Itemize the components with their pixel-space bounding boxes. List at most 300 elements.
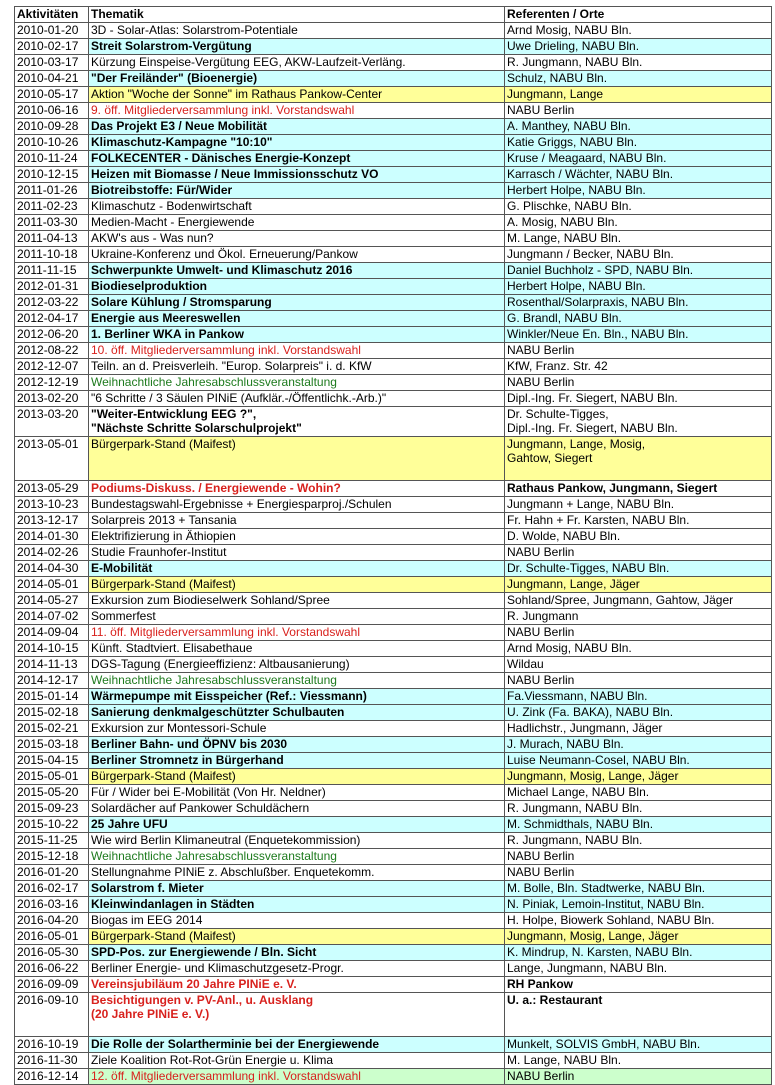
date-cell: 2014-05-01 bbox=[15, 577, 89, 593]
topic-text: Das Projekt E3 / Neue Mobilität bbox=[91, 119, 268, 133]
date-cell: 2015-03-18 bbox=[15, 737, 89, 753]
topic-text: Heizen mit Biomasse / Neue Immissionsschutz VO bbox=[91, 167, 379, 181]
activities-table bbox=[14, 6, 772, 1085]
ref-text: NABU Berlin bbox=[507, 545, 575, 559]
ref-cell bbox=[505, 817, 772, 833]
ref-text: Hadlichstr., Jungmann, Jäger bbox=[507, 721, 663, 735]
topic-text: 11. öff. Mitgliederversammlung inkl. Vorstandswahl bbox=[91, 625, 361, 639]
table-row bbox=[15, 545, 772, 561]
table-row bbox=[15, 311, 772, 327]
table-row bbox=[15, 279, 772, 295]
topic-cell bbox=[89, 71, 505, 87]
topic-cell bbox=[89, 167, 505, 183]
table-row bbox=[15, 437, 772, 481]
topic-cell bbox=[89, 545, 505, 561]
topic-text: Weihnachtliche Jahresabschlussveranstaltung bbox=[91, 849, 337, 863]
topic-cell bbox=[89, 785, 505, 801]
ref-cell bbox=[505, 167, 772, 183]
ref-cell bbox=[505, 833, 772, 849]
ref-cell bbox=[505, 311, 772, 327]
table-row bbox=[15, 977, 772, 993]
date-cell: 2015-02-21 bbox=[15, 721, 89, 737]
topic-cell bbox=[89, 513, 505, 529]
ref-cell bbox=[505, 625, 772, 641]
topic-cell bbox=[89, 945, 505, 961]
topic-text: Biotreibstoffe: Für/Wider bbox=[91, 183, 233, 197]
ref-cell bbox=[505, 657, 772, 673]
ref-text: R. Jungmann, NABU Bln. bbox=[507, 801, 643, 815]
ref-cell bbox=[505, 849, 772, 865]
topic-text: Schwerpunkte Umwelt- und Klimaschutz 2016 bbox=[91, 263, 353, 277]
topic-cell bbox=[89, 1069, 505, 1085]
ref-cell bbox=[505, 119, 772, 135]
topic-text: Ziele Koalition Rot-Rot-Grün Energie u. Klima bbox=[91, 1053, 334, 1067]
date-cell: 2012-03-22 bbox=[15, 295, 89, 311]
ref-cell bbox=[505, 961, 772, 977]
ref-cell bbox=[505, 135, 772, 151]
ref-text: Jungmann, Mosig, Lange, Jäger bbox=[507, 769, 679, 783]
table-row bbox=[15, 119, 772, 135]
ref-text: Kruse / Meagaard, NABU Bln. bbox=[507, 151, 667, 165]
date-cell: 2013-12-17 bbox=[15, 513, 89, 529]
topic-text: (20 Jahre PINiE e. V.) bbox=[91, 1007, 210, 1021]
topic-cell bbox=[89, 437, 505, 481]
date-cell: 2012-12-07 bbox=[15, 359, 89, 375]
topic-text: Kleinwindanlagen in Städten bbox=[91, 897, 255, 911]
table-row bbox=[15, 215, 772, 231]
date-cell: 2010-12-15 bbox=[15, 167, 89, 183]
table-row bbox=[15, 247, 772, 263]
ref-cell bbox=[505, 865, 772, 881]
ref-text: NABU Berlin bbox=[507, 849, 575, 863]
date-cell: 2013-02-20 bbox=[15, 391, 89, 407]
ref-text: Katie Griggs, NABU Bln. bbox=[507, 135, 638, 149]
table-row bbox=[15, 71, 772, 87]
ref-text: Sohland/Spree, Jungmann, Gahtow, Jäger bbox=[507, 593, 734, 607]
topic-cell bbox=[89, 215, 505, 231]
table-row bbox=[15, 23, 772, 39]
topic-text: Solare Kühlung / Stromsparung bbox=[91, 295, 272, 309]
ref-cell bbox=[505, 391, 772, 407]
ref-cell bbox=[505, 881, 772, 897]
ref-cell bbox=[505, 977, 772, 993]
ref-cell bbox=[505, 55, 772, 71]
ref-cell bbox=[505, 577, 772, 593]
table-row bbox=[15, 705, 772, 721]
topic-cell bbox=[89, 689, 505, 705]
ref-text: Herbert Holpe, NABU Bln. bbox=[507, 183, 646, 197]
ref-text: NABU Berlin bbox=[507, 625, 575, 639]
topic-text bbox=[91, 465, 502, 479]
table-row bbox=[15, 961, 772, 977]
table-row bbox=[15, 231, 772, 247]
topic-text: SPD-Pos. zur Energiewende / Bln. Sicht bbox=[91, 945, 317, 959]
topic-cell bbox=[89, 737, 505, 753]
topic-cell bbox=[89, 151, 505, 167]
table-row bbox=[15, 865, 772, 881]
ref-cell bbox=[505, 103, 772, 119]
ref-text: N. Piniak, Lemoin-Institut, NABU Bln. bbox=[507, 897, 705, 911]
topic-cell bbox=[89, 231, 505, 247]
ref-cell bbox=[505, 343, 772, 359]
table-row bbox=[15, 737, 772, 753]
ref-cell bbox=[505, 183, 772, 199]
ref-text: Luise Neumann-Cosel, NABU Bln. bbox=[507, 753, 690, 767]
ref-cell bbox=[505, 769, 772, 785]
ref-text: M. Lange, NABU Bln. bbox=[507, 231, 622, 245]
table-row bbox=[15, 673, 772, 689]
date-cell: 2012-04-17 bbox=[15, 311, 89, 327]
table-row bbox=[15, 135, 772, 151]
topic-text: Teiln. an d. Preisverleih. "Europ. Solarpreis" i. d. KfW bbox=[91, 359, 372, 373]
date-cell: 2010-03-17 bbox=[15, 55, 89, 71]
topic-cell bbox=[89, 39, 505, 55]
date-cell: 2011-10-18 bbox=[15, 247, 89, 263]
ref-text: Karrasch / Wächter, NABU Bln. bbox=[507, 167, 674, 181]
date-cell: 2015-09-23 bbox=[15, 801, 89, 817]
date-cell: 2012-06-20 bbox=[15, 327, 89, 343]
ref-text: G. Plischke, NABU Bln. bbox=[507, 199, 632, 213]
ref-text: Rosenthal/Solarpraxis, NABU Bln. bbox=[507, 295, 689, 309]
ref-text: U. a.: Restaurant bbox=[507, 993, 603, 1007]
ref-text: M. Lange, NABU Bln. bbox=[507, 1053, 622, 1067]
ref-text: Dr. Schulte-Tigges, bbox=[507, 407, 609, 421]
topic-text: Aktion "Woche der Sonne" im Rathaus Pankow-Center bbox=[91, 87, 383, 101]
topic-cell bbox=[89, 263, 505, 279]
date-cell: 2015-02-18 bbox=[15, 705, 89, 721]
date-cell: 2012-08-22 bbox=[15, 343, 89, 359]
ref-cell bbox=[505, 705, 772, 721]
date-cell: 2014-11-13 bbox=[15, 657, 89, 673]
topic-text: Berliner Energie- und Klimaschutzgesetz-Progr. bbox=[91, 961, 344, 975]
ref-text: G. Brandl, NABU Bln. bbox=[507, 311, 622, 325]
date-cell: 2013-03-20 bbox=[15, 407, 89, 437]
ref-text: Uwe Drieling, NABU Bln. bbox=[507, 39, 640, 53]
ref-text: NABU Berlin bbox=[507, 673, 575, 687]
table-row bbox=[15, 375, 772, 391]
topic-cell bbox=[89, 55, 505, 71]
ref-text: Dr. Schulte-Tigges, NABU Bln. bbox=[507, 561, 670, 575]
date-cell: 2016-05-01 bbox=[15, 929, 89, 945]
topic-cell bbox=[89, 977, 505, 993]
ref-cell bbox=[505, 481, 772, 497]
topic-text: Wie wird Berlin Klimaneutral (Enquetekommission) bbox=[91, 833, 361, 847]
topic-cell bbox=[89, 577, 505, 593]
topic-cell bbox=[89, 135, 505, 151]
ref-text: Herbert Holpe, NABU Bln. bbox=[507, 279, 646, 293]
topic-cell bbox=[89, 929, 505, 945]
table-row bbox=[15, 87, 772, 103]
ref-cell bbox=[505, 737, 772, 753]
table-row bbox=[15, 295, 772, 311]
date-cell: 2011-04-13 bbox=[15, 231, 89, 247]
ref-cell bbox=[505, 497, 772, 513]
ref-text: J. Murach, NABU Bln. bbox=[507, 737, 624, 751]
ref-text: Gahtow, Siegert bbox=[507, 451, 593, 465]
date-cell: 2010-11-24 bbox=[15, 151, 89, 167]
topic-cell bbox=[89, 119, 505, 135]
date-cell: 2010-09-28 bbox=[15, 119, 89, 135]
date-cell: 2014-10-15 bbox=[15, 641, 89, 657]
table-row bbox=[15, 103, 772, 119]
ref-text: Jungmann, Lange, Mosig, bbox=[507, 437, 646, 451]
topic-cell bbox=[89, 327, 505, 343]
ref-text: Jungmann, Mosig, Lange, Jäger bbox=[507, 929, 679, 943]
topic-text: Bürgerpark-Stand (Maifest) bbox=[91, 929, 236, 943]
table-row bbox=[15, 929, 772, 945]
table-row bbox=[15, 849, 772, 865]
table-row bbox=[15, 167, 772, 183]
topic-text: Biogas im EEG 2014 bbox=[91, 913, 203, 927]
table-row bbox=[15, 55, 772, 71]
date-cell: 2016-03-16 bbox=[15, 897, 89, 913]
date-cell: 2015-01-14 bbox=[15, 689, 89, 705]
header-row bbox=[15, 7, 772, 23]
topic-text: Für / Wider bei E-Mobilität (Von Hr. Neldner) bbox=[91, 785, 326, 799]
ref-text: A. Mosig, NABU Bln. bbox=[507, 215, 618, 229]
topic-cell bbox=[89, 881, 505, 897]
ref-cell bbox=[505, 673, 772, 689]
table-row bbox=[15, 199, 772, 215]
topic-text: Sanierung denkmalgeschützter Schulbauten bbox=[91, 705, 345, 719]
topic-cell bbox=[89, 359, 505, 375]
table-row bbox=[15, 881, 772, 897]
topic-cell bbox=[89, 593, 505, 609]
ref-cell bbox=[505, 561, 772, 577]
ref-text: KfW, Franz. Str. 42 bbox=[507, 359, 608, 373]
ref-text: Dipl.-Ing. Fr. Siegert, NABU Bln. bbox=[507, 421, 678, 435]
table-row bbox=[15, 529, 772, 545]
table-row bbox=[15, 481, 772, 497]
topic-cell bbox=[89, 801, 505, 817]
ref-cell bbox=[505, 407, 772, 437]
topic-text: Sommerfest bbox=[91, 609, 156, 623]
topic-cell bbox=[89, 625, 505, 641]
date-cell: 2012-12-19 bbox=[15, 375, 89, 391]
table-row bbox=[15, 263, 772, 279]
topic-text: Elektrifizierung in Äthiopien bbox=[91, 529, 236, 543]
ref-text: NABU Berlin bbox=[507, 343, 575, 357]
ref-cell bbox=[505, 753, 772, 769]
ref-cell bbox=[505, 641, 772, 657]
topic-text bbox=[91, 451, 502, 465]
ref-text: Wildau bbox=[507, 657, 544, 671]
date-cell: 2011-01-26 bbox=[15, 183, 89, 199]
table-row bbox=[15, 657, 772, 673]
topic-text: Klimaschutz - Bodenwirtschaft bbox=[91, 199, 252, 213]
topic-cell bbox=[89, 529, 505, 545]
topic-text: Energie aus Meereswellen bbox=[91, 311, 241, 325]
date-cell: 2016-09-10 bbox=[15, 993, 89, 1037]
ref-cell bbox=[505, 993, 772, 1037]
topic-cell bbox=[89, 23, 505, 39]
ref-cell bbox=[505, 801, 772, 817]
date-cell: 2014-09-04 bbox=[15, 625, 89, 641]
ref-cell bbox=[505, 151, 772, 167]
ref-cell bbox=[505, 327, 772, 343]
topic-cell bbox=[89, 817, 505, 833]
ref-text: R. Jungmann bbox=[507, 609, 579, 623]
date-cell: 2015-05-01 bbox=[15, 769, 89, 785]
topic-text: Wärmepumpe mit Eisspeicher (Ref.: Viessmann) bbox=[91, 689, 367, 703]
topic-text: Weihnachtliche Jahresabschlussveranstaltung bbox=[91, 673, 337, 687]
table-row bbox=[15, 497, 772, 513]
ref-text: Munkelt, SOLVIS GmbH, NABU Bln. bbox=[507, 1037, 701, 1051]
date-cell: 2011-02-23 bbox=[15, 199, 89, 215]
ref-cell bbox=[505, 897, 772, 913]
topic-cell bbox=[89, 897, 505, 913]
date-cell: 2014-01-30 bbox=[15, 529, 89, 545]
ref-text: RH Pankow bbox=[507, 977, 574, 991]
topic-text: Berliner Bahn- und ÖPNV bis 2030 bbox=[91, 737, 288, 751]
date-cell: 2016-10-19 bbox=[15, 1037, 89, 1053]
topic-cell bbox=[89, 183, 505, 199]
ref-text: R. Jungmann, NABU Bln. bbox=[507, 833, 643, 847]
date-cell: 2015-05-20 bbox=[15, 785, 89, 801]
table-row bbox=[15, 801, 772, 817]
date-cell: 2015-11-25 bbox=[15, 833, 89, 849]
topic-text: Berliner Stromnetz in Bürgerhand bbox=[91, 753, 284, 767]
date-cell: 2016-09-09 bbox=[15, 977, 89, 993]
ref-text: Michael Lange, NABU Bln. bbox=[507, 785, 650, 799]
table-row bbox=[15, 913, 772, 929]
topic-cell bbox=[89, 199, 505, 215]
date-cell: 2016-06-22 bbox=[15, 961, 89, 977]
ref-cell bbox=[505, 529, 772, 545]
ref-text: M. Bolle, Bln. Stadtwerke, NABU Bln. bbox=[507, 881, 706, 895]
date-cell: 2011-03-30 bbox=[15, 215, 89, 231]
ref-text: K. Mindrup, N. Karsten, NABU Bln. bbox=[507, 945, 693, 959]
topic-cell bbox=[89, 391, 505, 407]
header-ref: Referenten / Orte bbox=[505, 7, 772, 23]
table-row bbox=[15, 769, 772, 785]
topic-text: Weihnachtliche Jahresabschlussveranstaltung bbox=[91, 375, 337, 389]
table-row bbox=[15, 689, 772, 705]
table-row bbox=[15, 609, 772, 625]
topic-cell bbox=[89, 913, 505, 929]
topic-text: Künft. Stadtviert. Elisabethaue bbox=[91, 641, 253, 655]
topic-cell bbox=[89, 849, 505, 865]
topic-cell bbox=[89, 961, 505, 977]
ref-cell bbox=[505, 913, 772, 929]
topic-text: Solarpreis 2013 + Tansania bbox=[91, 513, 237, 527]
ref-text bbox=[507, 1021, 769, 1035]
table-row bbox=[15, 39, 772, 55]
ref-cell bbox=[505, 945, 772, 961]
ref-cell bbox=[505, 375, 772, 391]
topic-cell bbox=[89, 247, 505, 263]
ref-cell bbox=[505, 721, 772, 737]
topic-text: Solarstrom f. Mieter bbox=[91, 881, 204, 895]
ref-text: Daniel Buchholz - SPD, NABU Bln. bbox=[507, 263, 694, 277]
topic-text: "6 Schritte / 3 Säulen PINiE (Aufklär.-/Öffentlichk.-Arb.)" bbox=[91, 391, 387, 405]
ref-text: Dipl.-Ing. Fr. Siegert, NABU Bln. bbox=[507, 391, 678, 405]
ref-cell bbox=[505, 247, 772, 263]
date-cell: 2010-02-17 bbox=[15, 39, 89, 55]
ref-cell bbox=[505, 23, 772, 39]
ref-cell bbox=[505, 215, 772, 231]
topic-text: DGS-Tagung (Energieeffizienz: Altbausanierung) bbox=[91, 657, 350, 671]
date-cell: 2015-12-18 bbox=[15, 849, 89, 865]
topic-text: Die Rolle der Solartherminie bei der Energiewende bbox=[91, 1037, 380, 1051]
ref-cell bbox=[505, 71, 772, 87]
topic-text: 3D - Solar-Atlas: Solarstrom-Potentiale bbox=[91, 23, 298, 37]
date-cell: 2014-04-30 bbox=[15, 561, 89, 577]
ref-text: Lange, Jungmann, NABU Bln. bbox=[507, 961, 668, 975]
topic-cell bbox=[89, 833, 505, 849]
ref-text: M. Schmidthals, NABU Bln. bbox=[507, 817, 654, 831]
ref-cell bbox=[505, 295, 772, 311]
date-cell: 2016-01-20 bbox=[15, 865, 89, 881]
ref-text: Rathaus Pankow, Jungmann, Siegert bbox=[507, 481, 718, 495]
table-row bbox=[15, 833, 772, 849]
topic-cell bbox=[89, 705, 505, 721]
ref-text bbox=[507, 465, 769, 479]
topic-cell bbox=[89, 295, 505, 311]
topic-text: Podiums-Diskuss. / Energiewende - Wohin? bbox=[91, 481, 341, 495]
table-row bbox=[15, 1053, 772, 1069]
ref-cell bbox=[505, 279, 772, 295]
ref-cell bbox=[505, 39, 772, 55]
ref-cell bbox=[505, 359, 772, 375]
ref-text: Jungmann, Lange, Jäger bbox=[507, 577, 640, 591]
date-cell: 2015-04-15 bbox=[15, 753, 89, 769]
topic-cell bbox=[89, 721, 505, 737]
topic-text: AKW's aus - Was nun? bbox=[91, 231, 214, 245]
topic-text: Bundestagswahl-Ergebnisse + Energiesparproj./Schulen bbox=[91, 497, 392, 511]
topic-text: Kürzung Einspeise-Vergütung EEG, AKW-Laufzeit-Verläng. bbox=[91, 55, 406, 69]
topic-cell bbox=[89, 375, 505, 391]
ref-text: NABU Berlin bbox=[507, 103, 575, 117]
ref-cell bbox=[505, 231, 772, 247]
ref-text: Jungmann / Becker, NABU Bln. bbox=[507, 247, 674, 261]
ref-cell bbox=[505, 1053, 772, 1069]
ref-text: R. Jungmann, NABU Bln. bbox=[507, 55, 643, 69]
table-row bbox=[15, 391, 772, 407]
ref-cell bbox=[505, 545, 772, 561]
ref-text: D. Wolde, NABU Bln. bbox=[507, 529, 621, 543]
ref-text: Fr. Hahn + Fr. Karsten, NABU Bln. bbox=[507, 513, 690, 527]
date-cell: 2014-02-26 bbox=[15, 545, 89, 561]
ref-cell bbox=[505, 593, 772, 609]
ref-text: H. Holpe, Biowerk Sohland, NABU Bln. bbox=[507, 913, 715, 927]
topic-cell bbox=[89, 279, 505, 295]
table-row bbox=[15, 1069, 772, 1085]
table-row bbox=[15, 183, 772, 199]
topic-cell bbox=[89, 497, 505, 513]
topic-cell bbox=[89, 481, 505, 497]
ref-text: Arnd Mosig, NABU Bln. bbox=[507, 23, 632, 37]
ref-text: Arnd Mosig, NABU Bln. bbox=[507, 641, 632, 655]
table-row bbox=[15, 945, 772, 961]
ref-cell bbox=[505, 1069, 772, 1085]
date-cell: 2013-05-01 bbox=[15, 437, 89, 481]
topic-text: "Weiter-Entwicklung EEG ?", bbox=[91, 407, 257, 421]
ref-cell bbox=[505, 1037, 772, 1053]
topic-text bbox=[91, 1021, 502, 1035]
topic-text: Exkursion zum Biodieselwerk Sohland/Spree bbox=[91, 593, 330, 607]
date-cell: 2014-05-27 bbox=[15, 593, 89, 609]
topic-text: Exkursion zur Montessori-Schule bbox=[91, 721, 267, 735]
ref-cell bbox=[505, 263, 772, 279]
table-row bbox=[15, 561, 772, 577]
topic-text: 12. öff. Mitgliederversammlung inkl. Vorstandswahl bbox=[91, 1069, 361, 1083]
ref-cell bbox=[505, 199, 772, 215]
date-cell: 2013-05-29 bbox=[15, 481, 89, 497]
date-cell: 2010-10-26 bbox=[15, 135, 89, 151]
topic-text: Streit Solarstrom-Vergütung bbox=[91, 39, 252, 53]
table-row bbox=[15, 641, 772, 657]
